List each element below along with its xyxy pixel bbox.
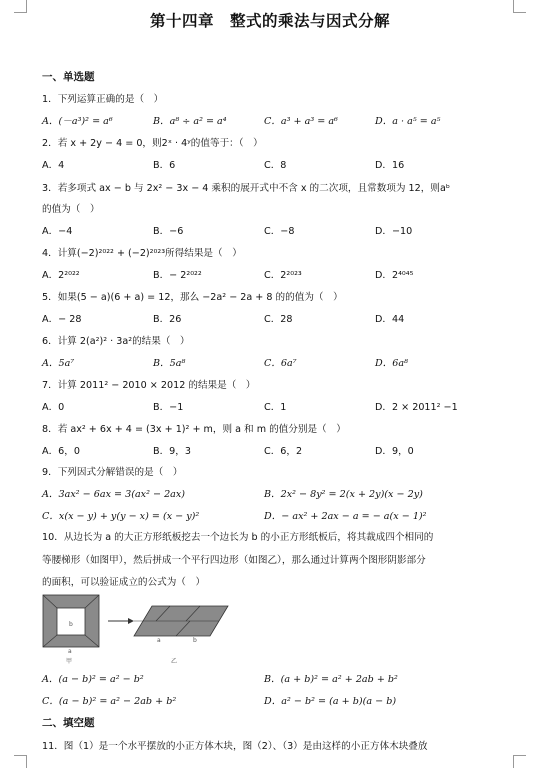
q1-option-c: C．a³ + a³ = a⁶ [264,116,338,127]
fig-label-a2: a [157,637,161,644]
fig-label-jia: 甲 [66,658,73,665]
q7-option-c: C．1 [264,402,287,413]
q7-option-b: B．−1 [153,402,184,413]
question-6-stem: 6．计算 2(a²)² · 3a²的结果（ ） [42,336,190,347]
section-heading-single-choice: 一、单选题 [42,71,95,83]
q4-option-c: C．2²⁰²³ [264,270,302,281]
question-10-stem-line2: 等腰梯形（如图甲），然后拼成一个平行四边形（如图乙），那么通过计算两个图形阴影部分 [42,555,426,566]
fig-label-yi: 乙 [171,658,178,665]
question-1-stem: 1．下列运算正确的是（ ） [42,94,164,105]
fig-label-a: a [68,648,72,655]
question-5-stem: 5．如果(5 − a)(6 + a) = 12，那么 −2a² − 2a + 8 的的值为（ ） [42,292,343,303]
q3-option-b: B．−6 [153,226,184,237]
q8-option-b: B．9，3 [153,446,191,457]
q9-option-c: C．x(x − y) + y(y − x) = (x − y)² [42,511,200,522]
q2-option-a: A．4 [42,160,65,171]
question-10-stem-line1: 10．从边长为 a 的大正方形纸板挖去一个边长为 b 的小正方形纸板后，将其裁成四个相同的 [42,532,434,543]
question-8-stem: 8．若 ax² + 6x + 4 = (3x + 1)² + m，则 a 和 m 的值分别是（ ） [42,424,346,435]
question-3-stem: 3．若多项式 ax − b 与 2x² − 3x − 4 乘积的展开式中不含 x 的二次项，且常数项为 12，则aᵇ [42,183,450,194]
question-4-stem: 4．计算(−2)²⁰²² + (−2)²⁰²³所得结果是（ ） [42,248,242,259]
q10-option-c: C．(a − b)² = a² − 2ab + b² [42,696,177,707]
q3-option-d: D．−10 [375,226,413,237]
figure-arrow [108,618,134,624]
q4-option-d: D．2⁴⁰⁴⁵ [375,270,414,281]
q8-option-d: D．9，0 [375,446,414,457]
q6-option-b: B．5a⁸ [153,358,186,369]
q3-option-a: A．−4 [42,226,73,237]
section-heading-fill-blank: 二、填空题 [42,717,95,729]
q9-option-d: D．− ax² + 2ax − a = − a(x − 1)² [264,511,427,522]
q5-option-b: B．26 [153,314,182,325]
q10-option-a: A．(a − b)² = a² − b² [42,674,144,685]
q6-option-d: D．6a⁸ [375,358,408,369]
question-2-stem: 2．若 x + 2y − 4 = 0，则2ˣ · 4ʸ的值等于：（ ） [42,138,263,149]
q10-option-d: D．a² − b² = (a + b)(a − b) [264,696,397,707]
question-9-stem: 9．下列因式分解错误的是（ ） [42,467,183,478]
q3-option-c: C．−8 [264,226,295,237]
q2-option-d: D．16 [375,160,405,171]
q10-option-b: B．(a + b)² = a² + 2ab + b² [264,674,398,685]
q2-option-b: B．6 [153,160,176,171]
q2-option-c: C．8 [264,160,287,171]
q4-option-b: B．− 2²⁰²² [153,270,202,281]
q7-option-d: D．2 × 2011² −1 [375,402,458,413]
q5-option-c: C．28 [264,314,293,325]
q9-option-b: B．2x² − 8y² = 2(x + 2y)(x − 2y) [264,489,423,500]
q9-option-a: A．3ax² − 6ax = 3(ax² − 2ax) [42,489,186,500]
q6-option-c: C．6a⁷ [264,358,297,369]
q8-option-c: C．6，2 [264,446,303,457]
page-title: 第十四章 整式的乘法与因式分解 [149,11,390,30]
crop-mark-bottom-right [513,755,526,768]
q5-option-d: D．44 [375,314,405,325]
q6-option-a: A．5a⁷ [42,358,75,369]
q5-option-a: A．− 28 [42,314,82,325]
question-10-stem-line3: 的面积，可以验证成立的公式为（ ） [42,577,206,588]
question-7-stem: 7．计算 2011² − 2010 × 2012 的结果是（ ） [42,380,256,391]
q1-option-b: B．a⁸ ÷ a² = a⁴ [153,116,227,127]
q1-option-d: D．a · a⁵ = a⁵ [375,116,441,127]
q1-option-a: A．(－a³)² = a⁶ [42,116,113,127]
figure-yi-parallelogram [134,606,228,636]
fig-label-b: b [69,621,73,628]
fig-label-b2: b [193,637,197,644]
q8-option-a: A．6，0 [42,446,80,457]
crop-mark-bottom-left [14,755,27,768]
q4-option-a: A．2²⁰²² [42,270,80,281]
question-3-stem-cont: 的值为（ ） [42,204,100,215]
q7-option-a: A．0 [42,402,65,413]
question-11-stem: 11．图（1）是一个水平摆放的小正方体木块，图（2）、（3）是由这样的小正方体木块叠放 [42,741,428,752]
